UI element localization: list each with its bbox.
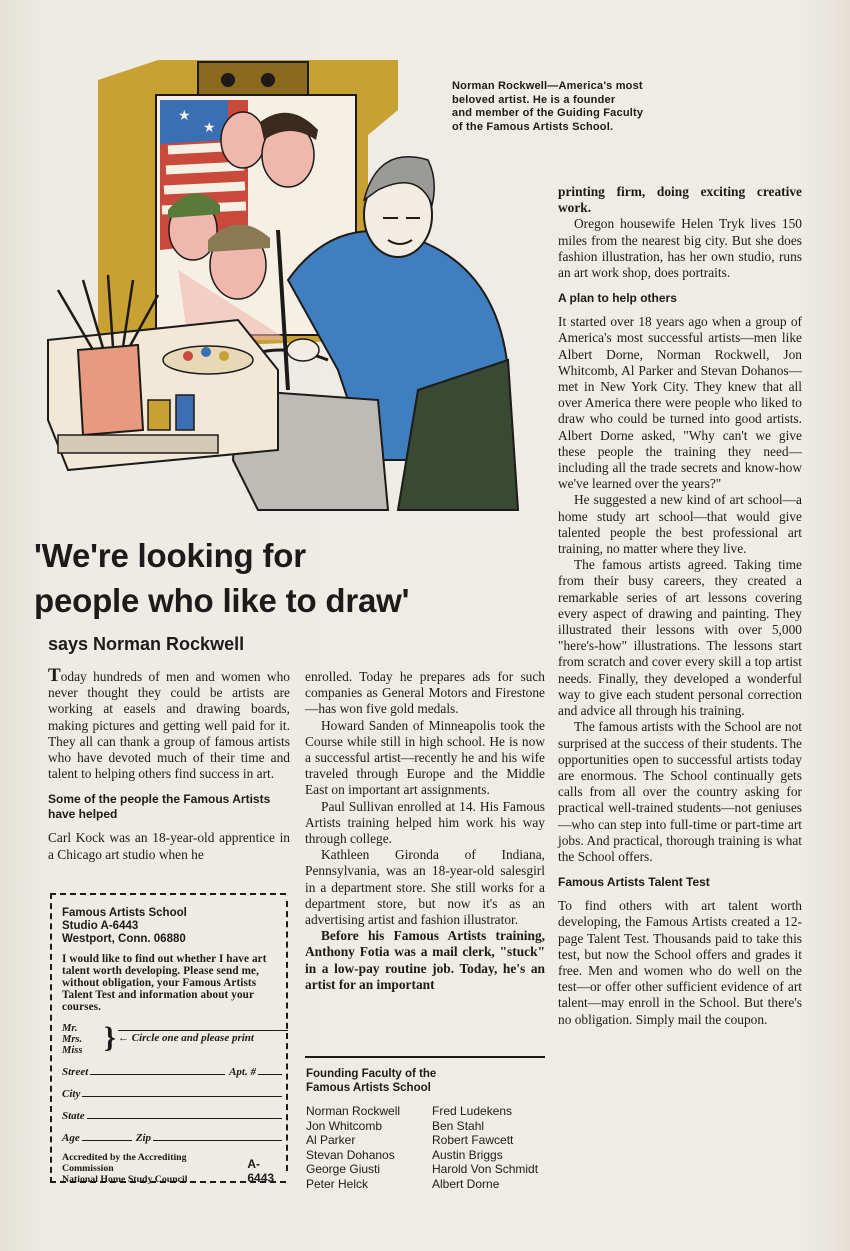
brace: } xyxy=(104,1021,116,1054)
street-field[interactable] xyxy=(62,1056,286,1078)
accreditation-line: National Home Study Council xyxy=(62,1174,188,1185)
state-field[interactable] xyxy=(62,1100,286,1122)
faculty-name: Harold Von Schmidt xyxy=(432,1162,539,1177)
coupon-address-line: Westport, Conn. 06880 xyxy=(62,933,186,945)
coupon-address xyxy=(62,907,286,946)
faculty-name: Austin Briggs xyxy=(432,1147,503,1162)
title-option-mr[interactable]: Mr. xyxy=(62,1023,78,1034)
coupon-address-line: Famous Artists School xyxy=(62,907,187,919)
headline-line-1: 'We're looking for xyxy=(34,537,306,574)
faculty-name: Jon Whitcomb xyxy=(306,1118,383,1133)
paragraph: The famous artists with the School are not surprised at the success of their students. The opportunities open to successful artists today are enormous. The School continually gets calls from all over the country asking for practical well-trained students—not geniuses—who can step into full-time or part-time art jobs. And practical, thorough training is what the School offers. xyxy=(558,719,802,864)
paragraph: He suggested a new kind of art school—a home study art school—that would give talented people the best professional art training, no matter where they live. xyxy=(558,492,802,557)
city-line[interactable] xyxy=(82,1096,282,1097)
caption-line: Norman Rockwell—America's most xyxy=(452,80,643,92)
paragraph: Carl Kock was an 18-year-old apprentice in a Chicago art studio when he xyxy=(48,830,290,862)
svg-text:★: ★ xyxy=(178,109,191,124)
paragraph: It started over 18 years ago when a group of America's most successful artists—men like Albert Dorne, Norman Rockwell, Jon Whitcomb, Al Parker and Stevan Dohanos—met in New York City. They knew that all over America there were people who liked to draw who could be turned into good artists. Albert Dorne asked, "Why can't we give these people the training they need—including all the trade secrets and know-how we've learned over the years?" xyxy=(558,314,802,492)
age-zip-field[interactable] xyxy=(62,1122,286,1144)
street-label: Street xyxy=(62,1066,89,1078)
paragraph: To find others with art talent worth developing, the Famous Artists created a 12-page Talent Test. Thousands paid to take this test, but now the School offers and grades it free. Men and women who do well on the test—or offer other sufficient evidence of art talent—may enroll in the School. But there's no obligation. Simply mail the coupon. xyxy=(558,898,802,1027)
faculty-name: George Giusti xyxy=(306,1162,381,1177)
headline-line-2: people who like to draw' xyxy=(34,582,410,619)
paragraph: Before his Famous Artists training, Anthony Fotia was a mail clerk, "stuck" in a low-pay routine job. Today, he's an artist for an important xyxy=(305,928,545,992)
age-line[interactable] xyxy=(82,1140,132,1141)
faculty-heading-line: Founding Faculty of the xyxy=(306,1068,437,1080)
section-heading-plan: A plan to help others xyxy=(558,291,677,306)
paragraph: Oregon housewife Helen Tryk lives 150 miles from the nearest big city. But she does fashion illustration, has her own studio, runs an art work shop, does portraits. xyxy=(558,216,802,281)
illustration-caption xyxy=(452,80,682,134)
body-column-2 xyxy=(305,669,545,993)
name-field-line xyxy=(118,1030,288,1031)
headline xyxy=(34,533,554,623)
intro-paragraph xyxy=(48,665,290,782)
figure-face xyxy=(221,112,265,168)
name-field[interactable] xyxy=(118,1033,288,1044)
subhead: says Norman Rockwell xyxy=(48,634,245,654)
faculty-name: Albert Dorne xyxy=(432,1176,500,1191)
coupon-address-line: Studio A-6443 xyxy=(62,920,139,932)
faculty-name: Fred Ludekens xyxy=(432,1104,513,1118)
caption-line: and member of the Guiding Faculty xyxy=(452,107,644,119)
zip-line[interactable] xyxy=(153,1140,282,1141)
coupon-request-text: I would like to find out whether I have art talent worth developing. Please send me, without obligation, your Famous Artists Talent Test and information about your courses. xyxy=(62,953,267,1013)
paragraph: enrolled. Today he prepares ads for such companies as General Motors and Firestone—has won five gold medals. xyxy=(305,669,545,717)
body-column-1 xyxy=(48,665,290,863)
state-line[interactable] xyxy=(87,1118,282,1119)
intro-text: oday hundreds of men and women who never thought they could be artists are working at easels and drawing boards, making pictures and getting well paid for it. They all can thank a group of famous artists who have devoted much of their time and talent to helping others find success in art. xyxy=(48,669,290,782)
caption-line: beloved artist. He is a founder xyxy=(452,93,616,106)
brush-jar xyxy=(78,345,143,435)
age-label: Age xyxy=(62,1132,80,1144)
faculty-name: Norman Rockwell xyxy=(306,1104,401,1118)
faculty-name: Peter Helck xyxy=(306,1176,369,1191)
paragraph: The famous artists agreed. Taking time from their busy careers, they created a remarkable series of art lessons covering every aspect of drawing and painting. They illustrated their lessons with over 5,000 "here's-how" illustrations. The lessons start from scratch and cover every skill a top artist needs. Finally, they developed a wonderful way to give each student personal correction and advice all through his training. xyxy=(558,557,802,719)
faculty-name: Ben Stahl xyxy=(432,1118,485,1133)
faculty-name: Al Parker xyxy=(306,1133,356,1148)
faculty-heading-line: Famous Artists School xyxy=(306,1081,431,1094)
circle-instruction: ← Circle one and please print xyxy=(118,1032,254,1044)
accreditation xyxy=(62,1152,286,1185)
zip-label: Zip xyxy=(135,1132,152,1144)
body-column-3 xyxy=(558,184,802,1028)
section-heading-talent-test: Famous Artists Talent Test xyxy=(558,875,710,890)
svg-text:★: ★ xyxy=(203,121,216,136)
faculty-heading xyxy=(306,1068,506,1095)
city-label: City xyxy=(62,1088,81,1100)
paragraph: Howard Sanden of Minneapolis took the Course while still in high school. He is now a successful artist—recently he and his wife traveled through Europe and the Middle East on important art assignments. xyxy=(305,717,545,798)
title-option-miss[interactable]: Miss xyxy=(62,1045,83,1056)
drop-cap: T xyxy=(48,665,61,686)
title-option-mrs[interactable]: Mrs. xyxy=(62,1034,83,1045)
apt-line[interactable] xyxy=(258,1074,282,1075)
city-field[interactable] xyxy=(62,1078,286,1100)
faculty-name: Stevan Dohanos xyxy=(306,1147,395,1162)
coupon-title-choice[interactable] xyxy=(62,1023,286,1056)
accreditation-line: Accredited by the Accrediting Commission xyxy=(62,1152,187,1174)
caption-line: of the Famous Artists School. xyxy=(452,120,614,133)
divider xyxy=(305,1056,545,1058)
state-label: State xyxy=(62,1110,85,1122)
coupon-code: A-6443 xyxy=(247,1157,275,1185)
paragraph: printing firm, doing exciting creative work. xyxy=(558,184,802,216)
apt-label: Apt. # xyxy=(229,1066,256,1078)
faculty-list xyxy=(306,1104,556,1192)
section-heading-helped: Some of the people the Famous Artists have helped xyxy=(48,792,271,822)
street-line[interactable] xyxy=(90,1074,225,1075)
paragraph: Kathleen Gironda of Indiana, Pennsylvania, was an 18-year-old salesgirl in a department store. She still works for a department store, but now it's as an advertising artist and fashion illustrator. xyxy=(305,847,545,928)
mail-coupon[interactable] xyxy=(50,893,286,1183)
faculty-name: Robert Fawcett xyxy=(432,1133,514,1148)
paragraph: Paul Sullivan enrolled at 14. His Famous Artists training helped him work his way through college. xyxy=(305,798,545,847)
